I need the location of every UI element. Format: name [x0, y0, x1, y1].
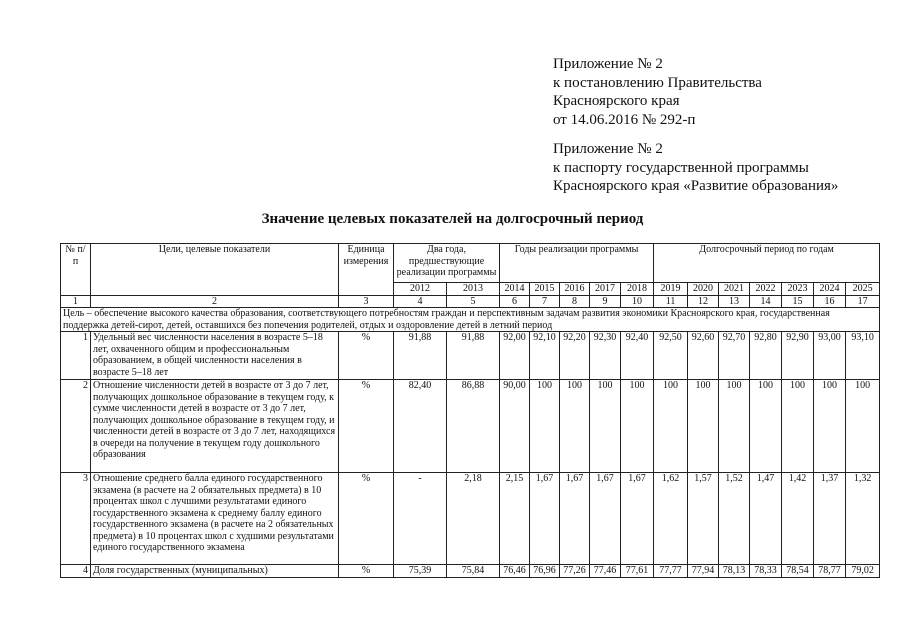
value-cell: 92,20	[560, 332, 590, 380]
row-number: 4	[61, 565, 91, 578]
value-cell: 78,77	[814, 565, 846, 578]
value-cell: 90,00	[500, 380, 530, 473]
value-cell: 1,62	[654, 473, 688, 565]
value-cell: 92,40	[621, 332, 654, 380]
header-unit: Единица измерения	[339, 244, 394, 296]
indicator-name: Отношение среднего балла единого государственного экзамена (в расчете на 2 обязательных предмета) в 10 процентах школ с лучшими результатами единого государственного экзамена к среднему баллу единого государственного экзамена (в расчете на 2 обязательных предмета) в 10 процентах школ с худшими результатами единого государственного экзамена	[91, 473, 339, 565]
value-cell: 2,15	[500, 473, 530, 565]
row-number: 1	[61, 332, 91, 380]
value-cell: 75,39	[394, 565, 447, 578]
value-cell: 100	[654, 380, 688, 473]
value-cell: 76,96	[530, 565, 560, 578]
value-cell: 77,77	[654, 565, 688, 578]
header-goals: Цели, целевые показатели	[91, 244, 339, 296]
value-cell: 92,10	[530, 332, 560, 380]
header-num: № п/п	[61, 244, 91, 296]
document-title: Значение целевых показателей на долгосрочный период	[261, 211, 644, 227]
annex-line: от 14.06.2016 № 292-п	[553, 111, 696, 128]
value-cell: 1,67	[560, 473, 590, 565]
year-cell: 2019	[654, 283, 688, 296]
table-row	[61, 565, 880, 578]
year-cell: 2020	[688, 283, 719, 296]
col-number: 4	[394, 295, 447, 308]
col-number: 3	[339, 295, 394, 308]
indicator-name: Доля государственных (муниципальных)	[91, 565, 339, 578]
value-cell: 86,88	[447, 380, 500, 473]
value-cell: 76,46	[500, 565, 530, 578]
value-cell: 92,50	[654, 332, 688, 380]
value-cell: 92,80	[750, 332, 782, 380]
year-cell: 2013	[447, 283, 500, 296]
col-number: 10	[621, 295, 654, 308]
annex-line: к постановлению Правительства	[553, 74, 762, 91]
indicators-table	[60, 243, 880, 578]
value-cell: 1,67	[590, 473, 621, 565]
value-cell: 77,26	[560, 565, 590, 578]
unit-cell: %	[339, 332, 394, 380]
value-cell: 1,42	[782, 473, 814, 565]
value-cell: 92,90	[782, 332, 814, 380]
col-number: 12	[688, 295, 719, 308]
table-row	[61, 473, 880, 565]
header-row	[61, 244, 880, 283]
col-number: 15	[782, 295, 814, 308]
annex-block-resolution	[553, 55, 762, 129]
value-cell: 100	[846, 380, 880, 473]
value-cell: 92,30	[590, 332, 621, 380]
value-cell: 92,00	[500, 332, 530, 380]
value-cell: 93,00	[814, 332, 846, 380]
annex-line: Приложение № 2	[553, 141, 663, 157]
row-number: 2	[61, 380, 91, 473]
year-cell: 2025	[846, 283, 880, 296]
value-cell: 82,40	[394, 380, 447, 473]
annex-block-passport	[553, 140, 838, 196]
value-cell: 79,02	[846, 565, 880, 578]
table-row	[61, 380, 880, 473]
value-cell: 1,57	[688, 473, 719, 565]
unit-cell: %	[339, 380, 394, 473]
row-number: 3	[61, 473, 91, 565]
col-number: 11	[654, 295, 688, 308]
col-number: 9	[590, 295, 621, 308]
col-number: 13	[719, 295, 750, 308]
annex-line: Красноярского края «Развитие образования»	[553, 178, 839, 194]
value-cell: 1,67	[621, 473, 654, 565]
unit-cell: %	[339, 473, 394, 565]
value-cell: 100	[688, 380, 719, 473]
value-cell: -	[394, 473, 447, 565]
header-two-years: Два года, предшествующие реализации программы	[394, 244, 500, 283]
annex-line: Приложение № 2	[553, 56, 663, 72]
value-cell: 1,37	[814, 473, 846, 565]
value-cell: 100	[621, 380, 654, 473]
col-number: 6	[500, 295, 530, 308]
year-cell: 2022	[750, 283, 782, 296]
value-cell: 78,54	[782, 565, 814, 578]
value-cell: 1,67	[530, 473, 560, 565]
year-cell: 2021	[719, 283, 750, 296]
col-number: 7	[530, 295, 560, 308]
col-number: 8	[560, 295, 590, 308]
year-cell: 2018	[621, 283, 654, 296]
value-cell: 100	[750, 380, 782, 473]
value-cell: 100	[530, 380, 560, 473]
table-row	[61, 332, 880, 380]
value-cell: 75,84	[447, 565, 500, 578]
year-cell: 2014	[500, 283, 530, 296]
value-cell: 100	[560, 380, 590, 473]
value-cell: 100	[814, 380, 846, 473]
header-long-term: Долгосрочный период по годам	[654, 244, 880, 283]
value-cell: 91,88	[447, 332, 500, 380]
value-cell: 77,46	[590, 565, 621, 578]
indicator-name: Удельный вес численности населения в возрасте 5–18 лет, охваченного общим и профессиональным образованием, в общей численности населения в возрасте 5–18 лет	[91, 332, 339, 380]
value-cell: 93,10	[846, 332, 880, 380]
goal-text: Цель – обеспечение высокого качества образования, соответствующего потребностям граждан и перспективным задачам развития экономики Красноярского края, государственная поддержка детей-сирот, детей, оставшихся без попечения родителей, отдых и оздоровление детей в летний период	[61, 308, 880, 332]
header-impl-years: Годы реализации программы	[500, 244, 654, 283]
year-cell: 2024	[814, 283, 846, 296]
year-cell: 2023	[782, 283, 814, 296]
value-cell: 78,33	[750, 565, 782, 578]
value-cell: 92,70	[719, 332, 750, 380]
value-cell: 78,13	[719, 565, 750, 578]
year-cell: 2012	[394, 283, 447, 296]
annex-line: к паспорту государственной программы	[553, 159, 809, 176]
annex-line: Красноярского края	[553, 93, 680, 109]
col-number: 2	[91, 295, 339, 308]
value-cell: 2,18	[447, 473, 500, 565]
column-numbers-row	[61, 295, 880, 308]
col-number: 14	[750, 295, 782, 308]
value-cell: 92,60	[688, 332, 719, 380]
year-cell: 2016	[560, 283, 590, 296]
col-number: 17	[846, 295, 880, 308]
indicator-name: Отношение численности детей в возрасте от 3 до 7 лет, получающих дошкольное образование в текущем году, к сумме численности детей в возрасте от 3 до 7 лет, получающих дошкольное образование в текущем году, и численности детей в возрасте от 3 до 7 лет, находящихся в очереди на получение в текущем году дошкольного образования	[91, 380, 339, 473]
unit-cell: %	[339, 565, 394, 578]
year-cell: 2017	[590, 283, 621, 296]
value-cell: 100	[719, 380, 750, 473]
value-cell: 1,32	[846, 473, 880, 565]
value-cell: 91,88	[394, 332, 447, 380]
year-cell: 2015	[530, 283, 560, 296]
value-cell: 100	[782, 380, 814, 473]
col-number: 1	[61, 295, 91, 308]
value-cell: 77,61	[621, 565, 654, 578]
value-cell: 100	[590, 380, 621, 473]
value-cell: 77,94	[688, 565, 719, 578]
col-number: 5	[447, 295, 500, 308]
value-cell: 1,47	[750, 473, 782, 565]
goal-row	[61, 308, 880, 332]
value-cell: 1,52	[719, 473, 750, 565]
col-number: 16	[814, 295, 846, 308]
